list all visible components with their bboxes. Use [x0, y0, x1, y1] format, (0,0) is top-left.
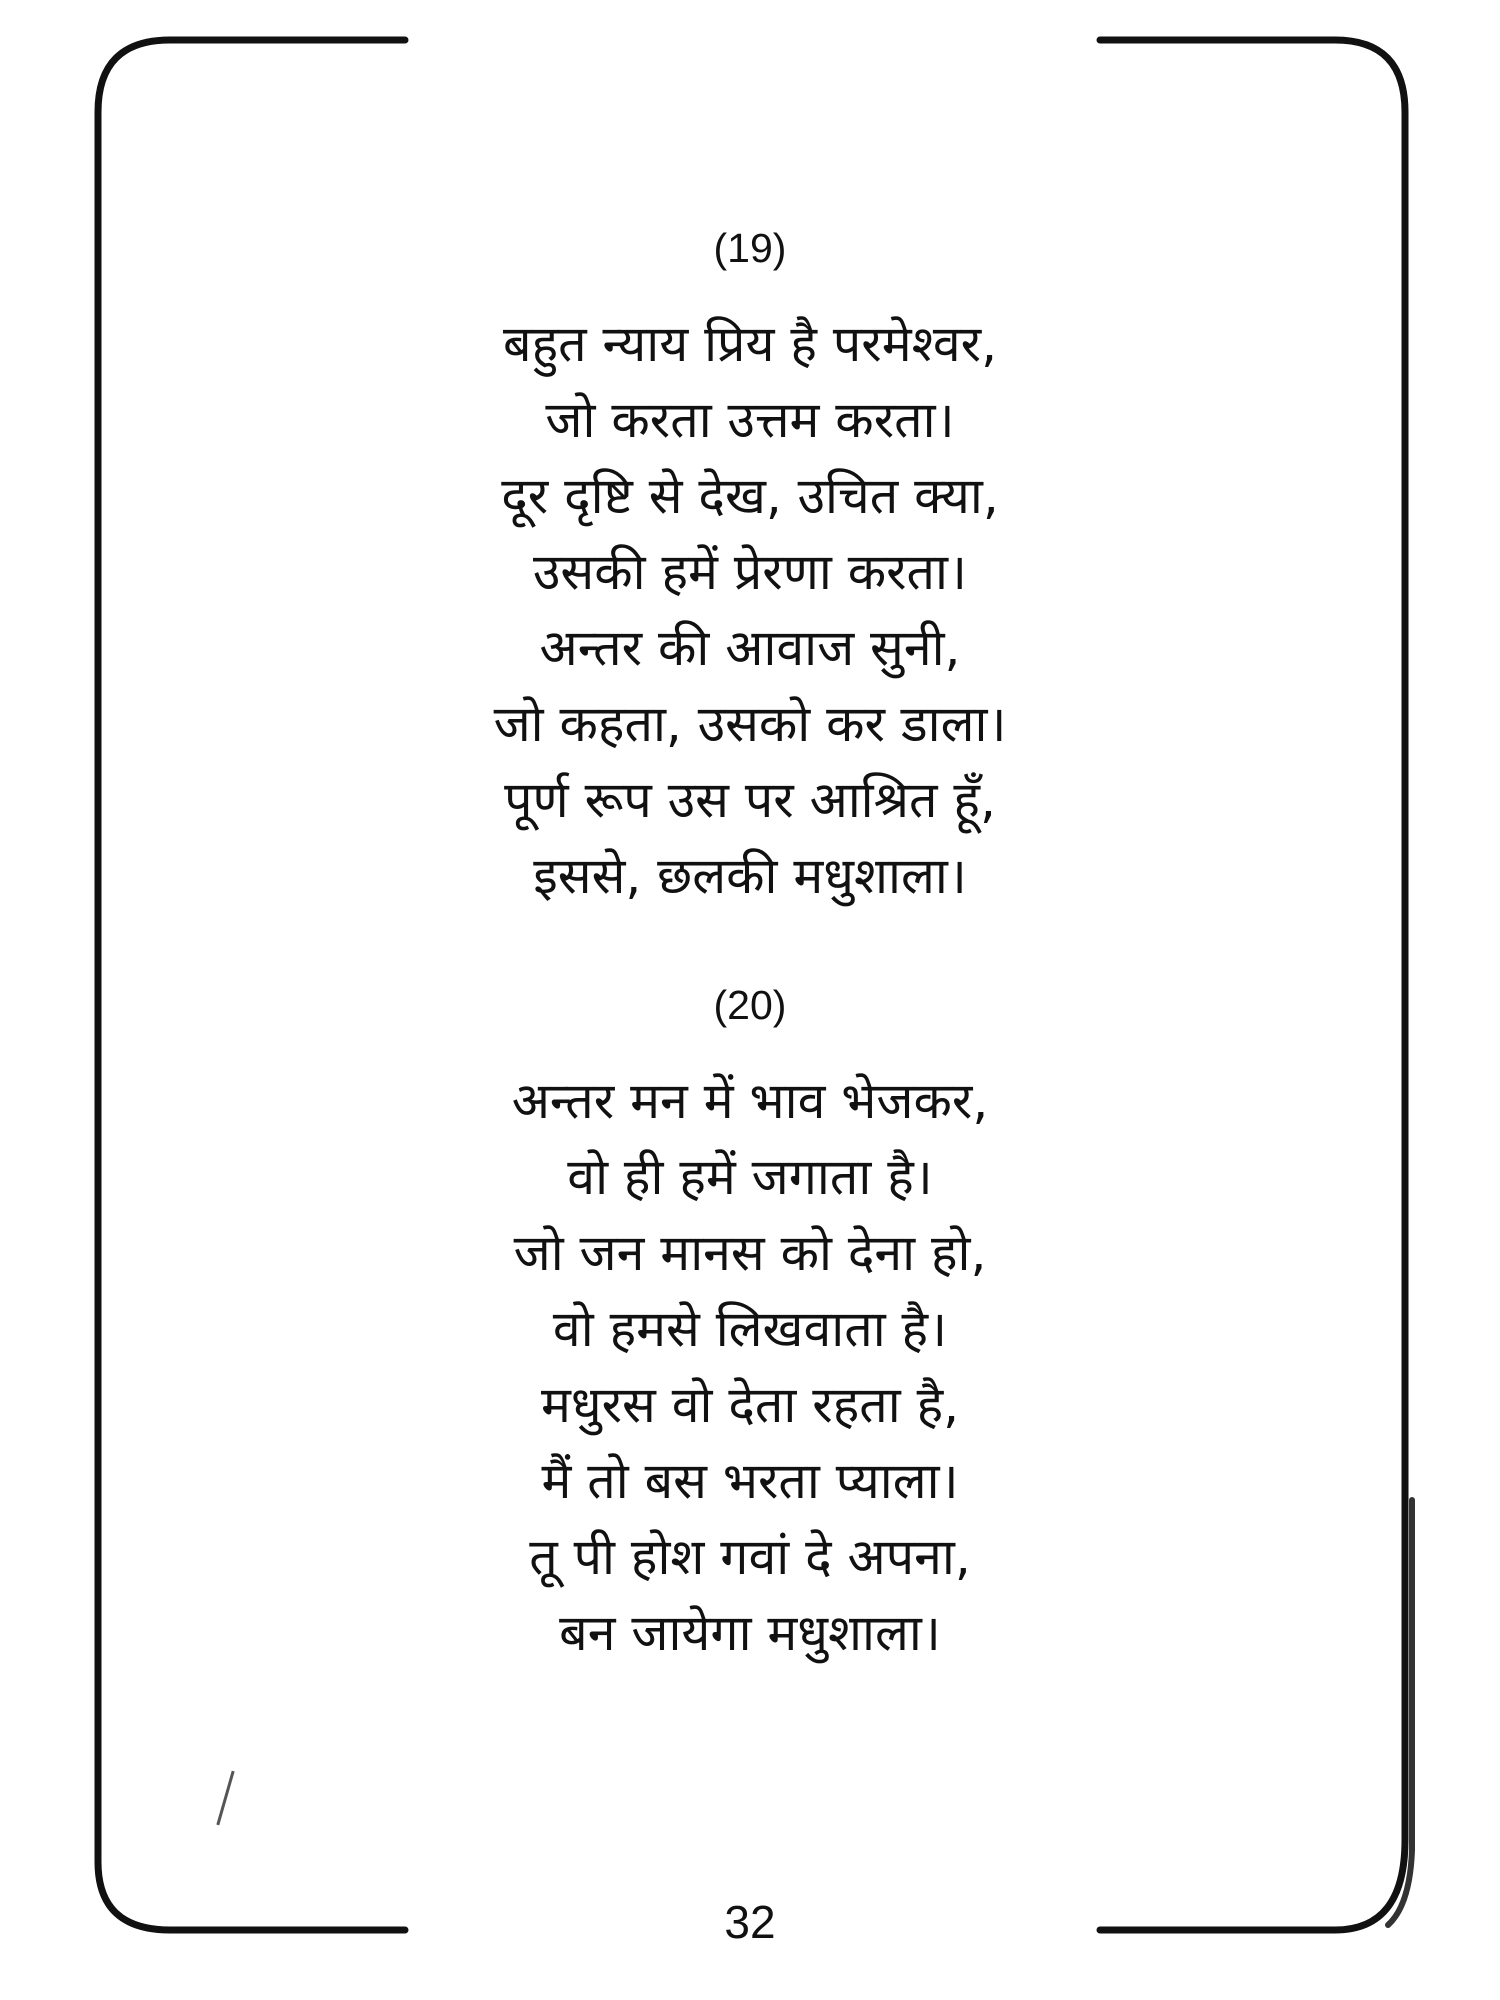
verse-line: जो कहता, उसको कर डाला। — [493, 695, 1007, 753]
stanza-number: (20) — [713, 982, 787, 1028]
verse-line: अन्तर मन में भाव भेजकर, — [511, 1072, 989, 1130]
stanza-20 — [300, 975, 1200, 1671]
verse-line: बहुत न्याय प्रिय है परमेश्वर, — [503, 315, 997, 373]
verse-line: वो ही हमें जगाता है। — [567, 1148, 933, 1206]
verse-line: इससे, छलकी मधुशाला। — [533, 847, 967, 905]
verse-line: पूर्ण रूप उस पर आश्रित हूँ, — [504, 771, 996, 829]
page-number: 32 — [724, 1896, 776, 1948]
verse-line: मधुरस वो देता रहता है, — [540, 1376, 960, 1434]
verse-line: मैं तो बस भरता प्याला। — [541, 1452, 959, 1510]
verse-line: उसकी हमें प्रेरणा करता। — [533, 543, 967, 601]
verse-line: दूर दृष्टि से देख, उचित क्या, — [501, 467, 999, 525]
verse-line: बन जायेगा मधुशाला। — [559, 1604, 941, 1662]
verse-line: जो करता उत्तम करता। — [545, 391, 955, 449]
verse-line: तू पी होश गवां दे अपना, — [529, 1528, 971, 1586]
verse-line: वो हमसे लिखवाता है। — [552, 1300, 948, 1358]
stanza-number: (19) — [713, 225, 787, 271]
verse-line: जो जन मानस को देना हो, — [513, 1224, 987, 1282]
verse-line: अन्तर की आवाज सुनी, — [539, 619, 961, 677]
stanza-19 — [300, 218, 1200, 914]
